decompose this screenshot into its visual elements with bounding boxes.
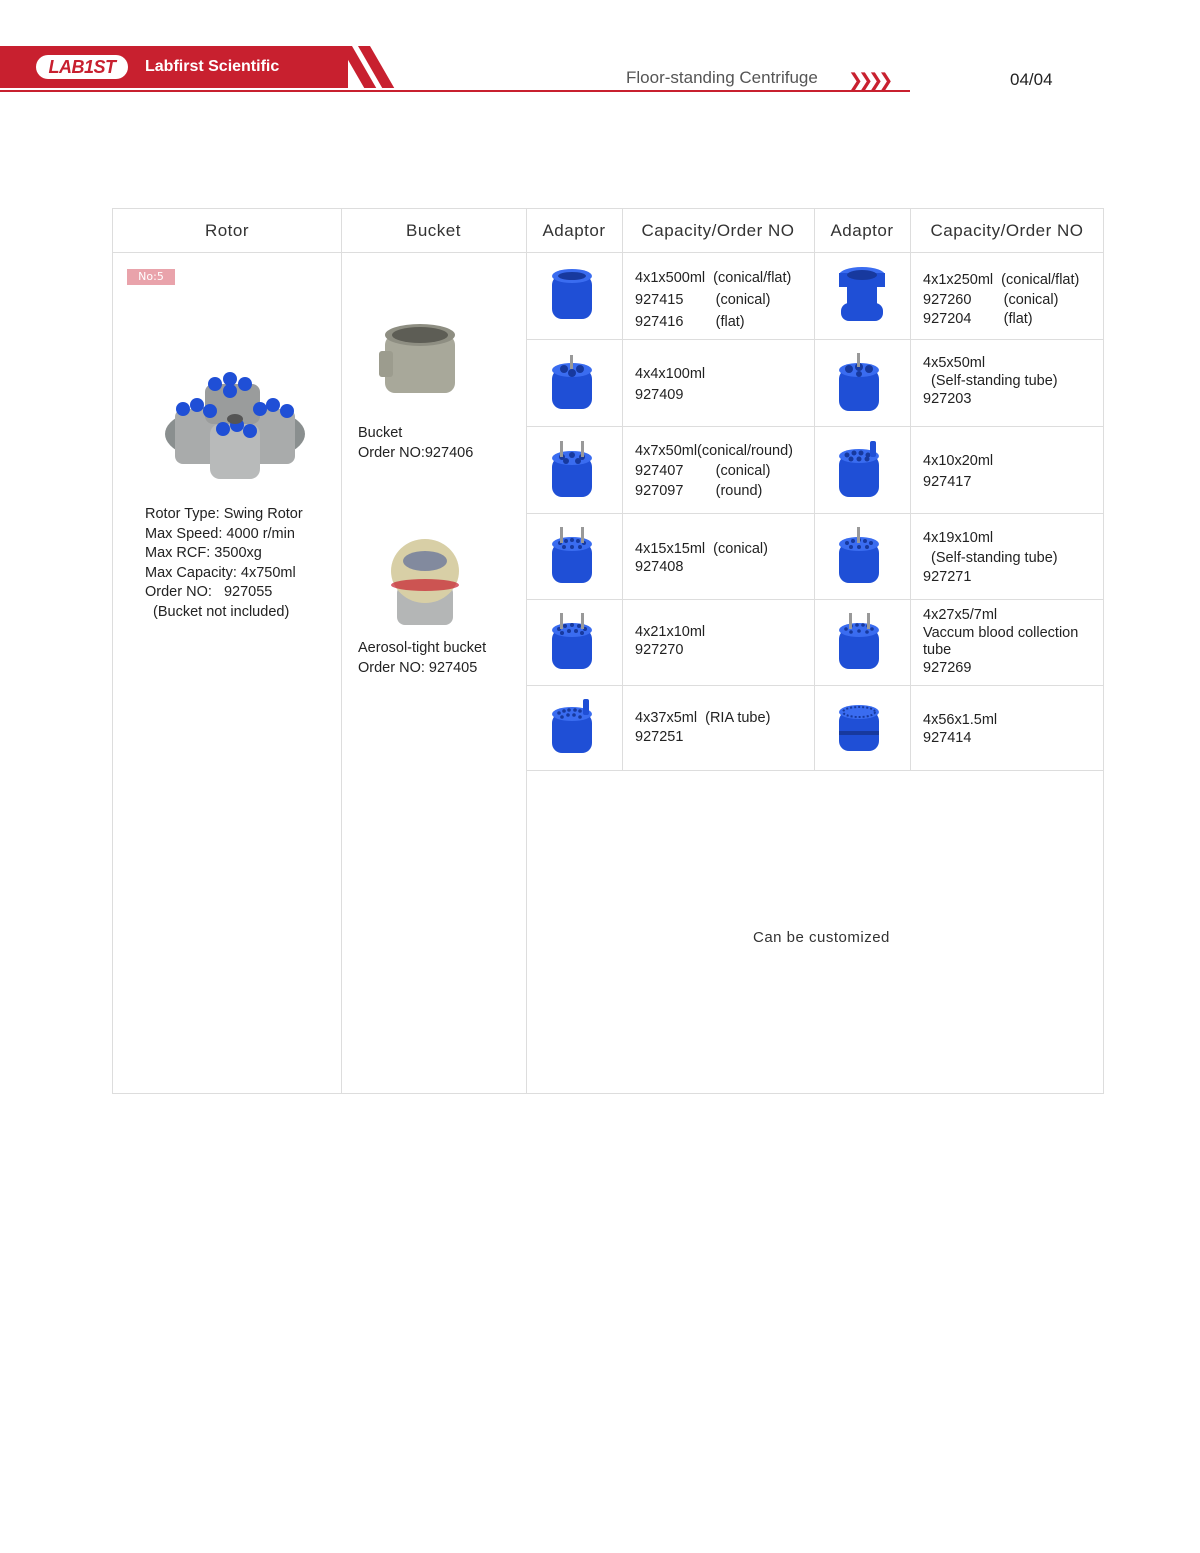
adaptor-4x5x50ml-icon bbox=[837, 353, 881, 413]
logo: LAB1ST bbox=[36, 55, 128, 79]
capacity-row6-right: 4x56x1.5ml 927414 bbox=[923, 712, 998, 746]
page-title: Floor-standing Centrifuge bbox=[626, 68, 818, 87]
adaptor-500ml-icon bbox=[550, 267, 594, 323]
bucket-image bbox=[379, 321, 461, 407]
capacity-row3-right: 4x10x20ml 927417 bbox=[923, 453, 994, 490]
rotor-specs: Rotor Type: Swing Rotor Max Speed: 4000 r/min Max RCF: 3500xg Max Capacity: 4x750ml Order NO: 927055 (Bucket not included) bbox=[145, 506, 303, 620]
adaptor-4x7x50ml-icon bbox=[550, 441, 594, 499]
bucket-label: Bucket Order NO:927406 bbox=[358, 425, 474, 461]
customization-note: Can be customized bbox=[753, 929, 890, 946]
capacity-row2-right: 4x5x50ml (Self-standing tube) 927203 bbox=[923, 355, 1058, 407]
header-adaptor-left: Adaptor bbox=[542, 221, 606, 240]
adaptor-250ml-icon bbox=[837, 265, 887, 325]
capacity-row4-right: 4x19x10ml (Self-standing tube) 927271 bbox=[923, 530, 1058, 585]
rotor-image bbox=[155, 369, 315, 489]
capacity-row4-left: 4x15x15ml (conical) 927408 bbox=[635, 541, 768, 575]
capacity-row5-right: 4x27x5/7ml Vaccum blood collection tube 927269 bbox=[923, 607, 1079, 677]
adaptor-4x21x10ml-icon bbox=[550, 613, 594, 673]
rotor-number-badge: No:5 bbox=[127, 269, 175, 285]
adaptor-4x19x10ml-icon bbox=[837, 527, 881, 587]
capacity-row6-left: 4x37x5ml (RIA tube) 927251 bbox=[635, 710, 771, 745]
aerosol-bucket-image bbox=[389, 537, 461, 629]
header-adaptor-right: Adaptor bbox=[830, 221, 894, 240]
capacity-row1-right: 4x1x250ml (conical/flat) 927260 (conical) 927204 (flat) bbox=[923, 272, 1080, 327]
capacity-row2-left: 4x4x100ml 927409 bbox=[635, 366, 706, 403]
adaptor-4x27x5ml-icon bbox=[837, 613, 881, 673]
header-capacity-right: Capacity/Order NO bbox=[930, 221, 1084, 240]
page-number: 04/04 bbox=[1010, 70, 1053, 89]
brand-name: Labfirst Scientific bbox=[145, 58, 280, 75]
adaptor-4x15x15ml-icon bbox=[550, 527, 594, 587]
header-rotor: Rotor bbox=[204, 221, 250, 240]
capacity-row1-left: 4x1x500ml (conical/flat) 927415 (conical) 927416 (flat) bbox=[635, 270, 792, 330]
product-table bbox=[112, 208, 1104, 1094]
capacity-row5-left: 4x21x10ml 927270 bbox=[635, 624, 706, 658]
adaptor-4x37x5ml-icon bbox=[550, 699, 594, 757]
header-bucket: Bucket bbox=[406, 221, 461, 240]
header-capacity-left: Capacity/Order NO bbox=[641, 221, 795, 240]
adaptor-4x10x20ml-icon bbox=[837, 439, 881, 499]
page-header bbox=[0, 46, 910, 94]
chevrons-icon: ❯❯❯❯ bbox=[848, 70, 889, 91]
aerosol-bucket-label: Aerosol-tight bucket Order NO: 927405 bbox=[358, 640, 487, 676]
adaptor-4x56x1.5ml-icon bbox=[837, 703, 881, 755]
adaptor-4x100ml-icon bbox=[550, 355, 594, 411]
header-rule bbox=[0, 90, 910, 92]
capacity-row3-left: 4x7x50ml(conical/round) 927407 (conical) 927097 (round) bbox=[635, 443, 793, 499]
